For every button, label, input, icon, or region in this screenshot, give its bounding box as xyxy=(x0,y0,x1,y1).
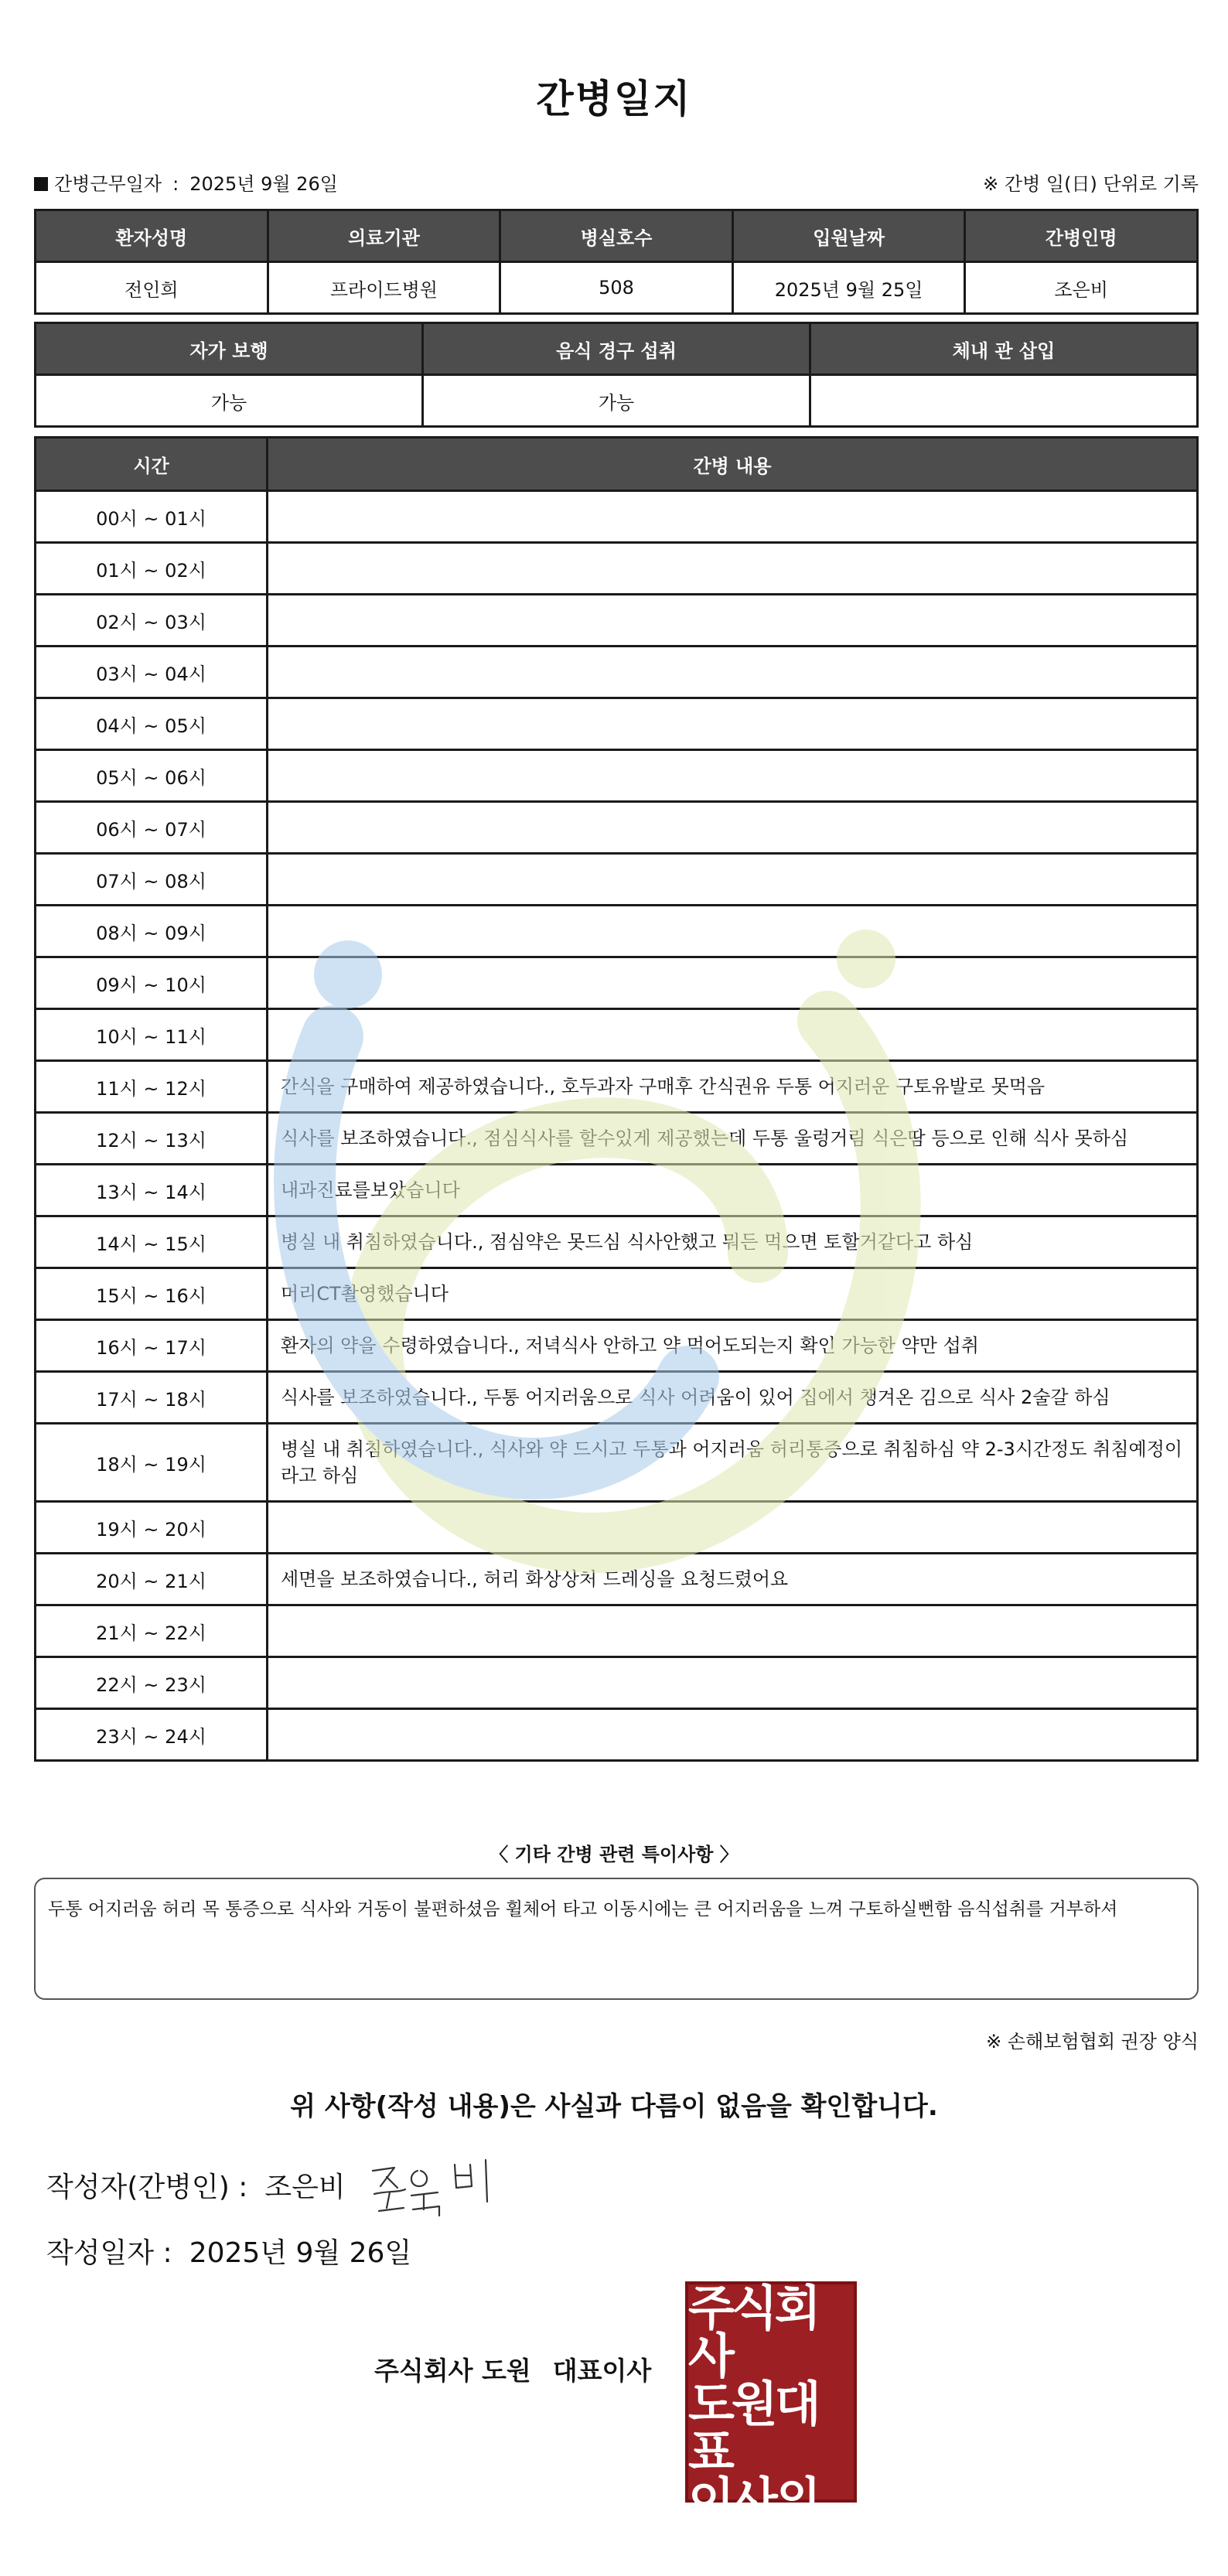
patient-info-header-row xyxy=(36,210,1198,262)
care-content-cell xyxy=(268,802,1198,854)
hospital-value: 프라이드병원 xyxy=(268,262,500,314)
care-log-row xyxy=(36,1061,1198,1113)
care-log-row xyxy=(36,1502,1198,1554)
care-content-cell: 세면을 보조하였습니다., 허리 화상상처 드레싱을 요청드렸어요 xyxy=(268,1554,1198,1605)
company-title: 대표이사 xyxy=(552,2356,652,2386)
patient-status-header-row xyxy=(36,323,1198,375)
seal-line: 주식회사 xyxy=(688,2280,818,2384)
time-cell: 12시 ~ 13시 xyxy=(36,1113,268,1165)
work-date-line xyxy=(34,169,338,196)
time-cell: 00시 ~ 01시 xyxy=(36,491,268,543)
time-cell: 05시 ~ 06시 xyxy=(36,750,268,802)
care-content-cell xyxy=(268,698,1198,750)
care-log-row xyxy=(36,1554,1198,1605)
patient-name-value: 전인희 xyxy=(36,262,268,314)
care-content-cell xyxy=(268,957,1198,1009)
company-seal-stamp xyxy=(685,2280,857,2576)
header-tube-insertion: 체내 관 삽입 xyxy=(810,323,1198,375)
care-log-row xyxy=(36,1372,1198,1424)
confirmation-statement: 위 사항(작성 내용)은 사실과 다름이 없음을 확인합니다. xyxy=(290,2091,938,2122)
work-date-label: 간병근무일자 xyxy=(54,173,162,195)
recommended-form-note: ※ 손해보험협회 권장 양식 xyxy=(986,2031,1199,2052)
caregiver-name-value: 조은비 xyxy=(965,262,1198,314)
time-cell: 16시 ~ 17시 xyxy=(36,1320,268,1372)
header-room-number: 병실호수 xyxy=(500,210,733,262)
handwritten-signature xyxy=(363,2154,495,2223)
care-log-row xyxy=(36,1320,1198,1372)
time-cell: 22시 ~ 23시 xyxy=(36,1657,268,1709)
care-log-row xyxy=(36,1216,1198,1268)
time-column-header: 시간 xyxy=(36,438,268,491)
company-signatory xyxy=(374,2351,651,2387)
care-content-cell xyxy=(268,906,1198,957)
care-content-cell xyxy=(268,647,1198,698)
care-log-row xyxy=(36,1605,1198,1657)
patient-status-value-row xyxy=(36,375,1198,427)
care-content-cell: 식사를 보조하였습니다., 두통 어지러움으로 식사 어려움이 있어 집에서 챙겨온 김으로 식사 2술갈 하심 xyxy=(268,1372,1198,1424)
care-log-row xyxy=(36,854,1198,906)
care-log-row xyxy=(36,906,1198,957)
care-log-row xyxy=(36,1165,1198,1216)
written-date-value: 2025년 9월 26일 xyxy=(189,2237,412,2269)
record-unit-note: ※ 간병 일(日) 단위로 기록 xyxy=(983,173,1199,195)
oral-intake-value: 가능 xyxy=(423,375,810,427)
time-cell: 23시 ~ 24시 xyxy=(36,1709,268,1761)
time-cell: 21시 ~ 22시 xyxy=(36,1605,268,1657)
care-log-row xyxy=(36,491,1198,543)
work-date-colon: : xyxy=(172,173,179,195)
time-cell: 18시 ~ 19시 xyxy=(36,1424,268,1502)
care-log-header-row xyxy=(36,438,1198,491)
care-content-cell: 내과진료를보았습니다 xyxy=(268,1165,1198,1216)
time-cell: 11시 ~ 12시 xyxy=(36,1061,268,1113)
time-cell: 07시 ~ 08시 xyxy=(36,854,268,906)
care-content-cell xyxy=(268,854,1198,906)
time-cell: 17시 ~ 18시 xyxy=(36,1372,268,1424)
etc-section-title: 〈 기타 간병 관련 특이사항 〉 xyxy=(489,1844,739,1865)
written-date-label: 작성일자 : xyxy=(46,2237,172,2269)
time-cell: 04시 ~ 05시 xyxy=(36,698,268,750)
company-name: 주식회사 도원 xyxy=(374,2356,531,2386)
care-content-cell xyxy=(268,1502,1198,1554)
work-date-value: 2025년 9월 26일 xyxy=(189,173,338,195)
care-log-row xyxy=(36,647,1198,698)
etc-notes-box xyxy=(34,1878,1199,2000)
care-content-cell xyxy=(268,491,1198,543)
care-content-cell xyxy=(268,1709,1198,1761)
care-content-cell: 머리CT촬영했습니다 xyxy=(268,1268,1198,1320)
hourly-care-log-table xyxy=(34,436,1199,1762)
care-content-cell: 병실 내 취침하였습니다., 식사와 약 드시고 두통과 어지러움 허리통증으로 취침하심 약 2-3시간정도 취침예정이라고 하심 xyxy=(268,1424,1198,1502)
etc-notes-text: 두통 어지러움 허리 목 통증으로 식사와 거동이 불편하셨음 휠체어 타고 이동시에는 큰 어지러움을 느껴 구토하실뻔함 음식섭취를 거부하셔 xyxy=(48,1899,1118,1919)
time-cell: 03시 ~ 04시 xyxy=(36,647,268,698)
time-cell: 10시 ~ 11시 xyxy=(36,1009,268,1061)
written-date-line xyxy=(46,2231,411,2271)
care-content-cell xyxy=(268,543,1198,595)
seal-line: 도원대표 xyxy=(688,2376,818,2480)
care-content-cell xyxy=(268,750,1198,802)
seal-line: 이사의인 xyxy=(688,2472,818,2576)
care-log-row xyxy=(36,1424,1198,1502)
care-content-cell: 병실 내 취침하였습니다., 점심약은 못드심 식사안했고 뭐든 먹으면 토할거같다고 하심 xyxy=(268,1216,1198,1268)
care-log-row xyxy=(36,1268,1198,1320)
care-log-row xyxy=(36,1009,1198,1061)
care-content-cell xyxy=(268,1657,1198,1709)
time-cell: 20시 ~ 21시 xyxy=(36,1554,268,1605)
care-log-row xyxy=(36,698,1198,750)
admission-date-value: 2025년 9월 25일 xyxy=(732,262,965,314)
header-hospital: 의료기관 xyxy=(268,210,500,262)
square-bullet-icon xyxy=(34,177,48,191)
header-admission-date: 입원날짜 xyxy=(732,210,965,262)
header-patient-name: 환자성명 xyxy=(36,210,268,262)
time-cell: 08시 ~ 09시 xyxy=(36,906,268,957)
writer-label: 작성자(간병인) : xyxy=(46,2172,248,2203)
time-cell: 13시 ~ 14시 xyxy=(36,1165,268,1216)
time-cell: 01시 ~ 02시 xyxy=(36,543,268,595)
patient-status-table xyxy=(34,322,1199,428)
care-log-row xyxy=(36,1113,1198,1165)
time-cell: 06시 ~ 07시 xyxy=(36,802,268,854)
care-content-cell xyxy=(268,1605,1198,1657)
content-column-header: 간병 내용 xyxy=(268,438,1198,491)
time-cell: 09시 ~ 10시 xyxy=(36,957,268,1009)
care-content-cell xyxy=(268,1009,1198,1061)
patient-info-table xyxy=(34,209,1199,315)
time-cell: 02시 ~ 03시 xyxy=(36,595,268,647)
room-number-value: 508 xyxy=(500,262,733,314)
writer-name: 조은비 xyxy=(264,2172,346,2203)
time-cell: 19시 ~ 20시 xyxy=(36,1502,268,1554)
self-walking-value: 가능 xyxy=(36,375,423,427)
tube-insertion-value xyxy=(810,375,1198,427)
time-cell: 15시 ~ 16시 xyxy=(36,1268,268,1320)
header-oral-intake: 음식 경구 섭취 xyxy=(423,323,810,375)
care-content-cell xyxy=(268,595,1198,647)
time-cell: 14시 ~ 15시 xyxy=(36,1216,268,1268)
care-content-cell: 환자의 약을 수령하였습니다., 저녁식사 안하고 약 먹어도되는지 확인 가능한 약만 섭취 xyxy=(268,1320,1198,1372)
care-content-cell: 간식을 구매하여 제공하였습니다., 호두과자 구매후 간식권유 두통 어지러운 구토유발로 못먹음 xyxy=(268,1061,1198,1113)
care-log-row xyxy=(36,750,1198,802)
patient-info-value-row xyxy=(36,262,1198,314)
care-log-row xyxy=(36,1657,1198,1709)
care-log-row xyxy=(36,1709,1198,1761)
writer-line xyxy=(46,2165,346,2205)
care-log-row xyxy=(36,543,1198,595)
care-log-row xyxy=(36,802,1198,854)
header-caregiver-name: 간병인명 xyxy=(965,210,1198,262)
care-log-row xyxy=(36,957,1198,1009)
care-log-row xyxy=(36,595,1198,647)
header-self-walking: 자가 보행 xyxy=(36,323,423,375)
page-title: 간병일지 xyxy=(536,77,692,121)
care-content-cell: 식사를 보조하였습니다., 점심식사를 할수있게 제공했는데 두통 울렁거림 식은땀 등으로 인해 식사 못하심 xyxy=(268,1113,1198,1165)
